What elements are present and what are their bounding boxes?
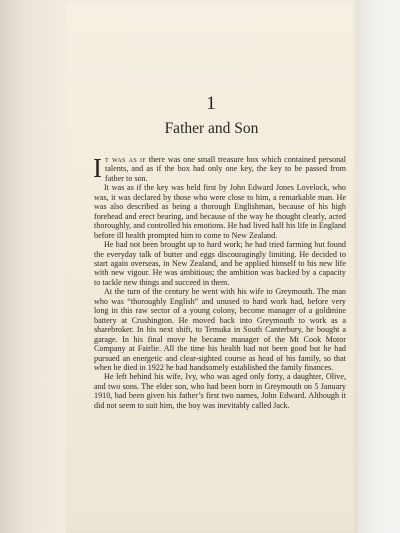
paragraph: It was as if the key was held first by John Edward Jones Lovelock, who was, it was declared by those who were close to him, a remarkable man. He was also described as being a thorough Englishman, because of his high forehead and erect bearing, and because of the way he thought clearly, acted thoroughly, and controlled his emotions. He had lived half his life in England before ill health prompted him to come to New Zealand. xyxy=(94,183,346,240)
chapter-number: 1 xyxy=(206,93,217,114)
paragraph xyxy=(94,155,346,183)
page-edge xyxy=(357,0,400,533)
lead-in: t was as if xyxy=(105,155,146,164)
paragraph: He had not been brought up to hard work; he had tried farming but found the everyday talk of butter and eggs discouragingly limiting. He decided to start again overseas, in New Zealand, and he applied himself to his new life with new vigour. He was ambitious; the ambition was backed by a capacity to tackle new things and succeed in them. xyxy=(94,240,346,287)
drop-cap: I xyxy=(93,153,102,183)
book-page xyxy=(66,0,357,533)
paragraph: At the turn of the century he went with his wife to Greymouth. The man who was “thoroughly English” and unused to hard work had, before very long in this raw sector of a young colony, become manager of a goldmine battery at Crushington. He moved back into Greymouth to work as a sharebroker. In his next shift, to Temuka in South Canterbury, he bought a garage. In his final move he became manager of the Mt Cook Motor Company at Fairlie. All the time his health had not been good but he had pursued an energetic and clear-sighted course as head of his family, so that when he died in 1922 he had handsomely established the family finances. xyxy=(94,287,346,372)
paragraph-text: there was one small treasure box which contained personal talents, and as if the box had only one key, the key to be passed from father to son. xyxy=(105,155,347,183)
chapter-title: Father and Son xyxy=(164,120,259,137)
body-text xyxy=(94,155,346,410)
paragraph: He left behind his wife, Ivy, who was aged only forty, a daughter, Olive, and two sons. The elder son, who had been born in Greymouth on 5 January 1910, had been given his father’s first two names, John Edward. Although it did not seem to suit him, the boy was inevitably called Jack. xyxy=(94,372,346,410)
page-gutter xyxy=(0,0,67,533)
